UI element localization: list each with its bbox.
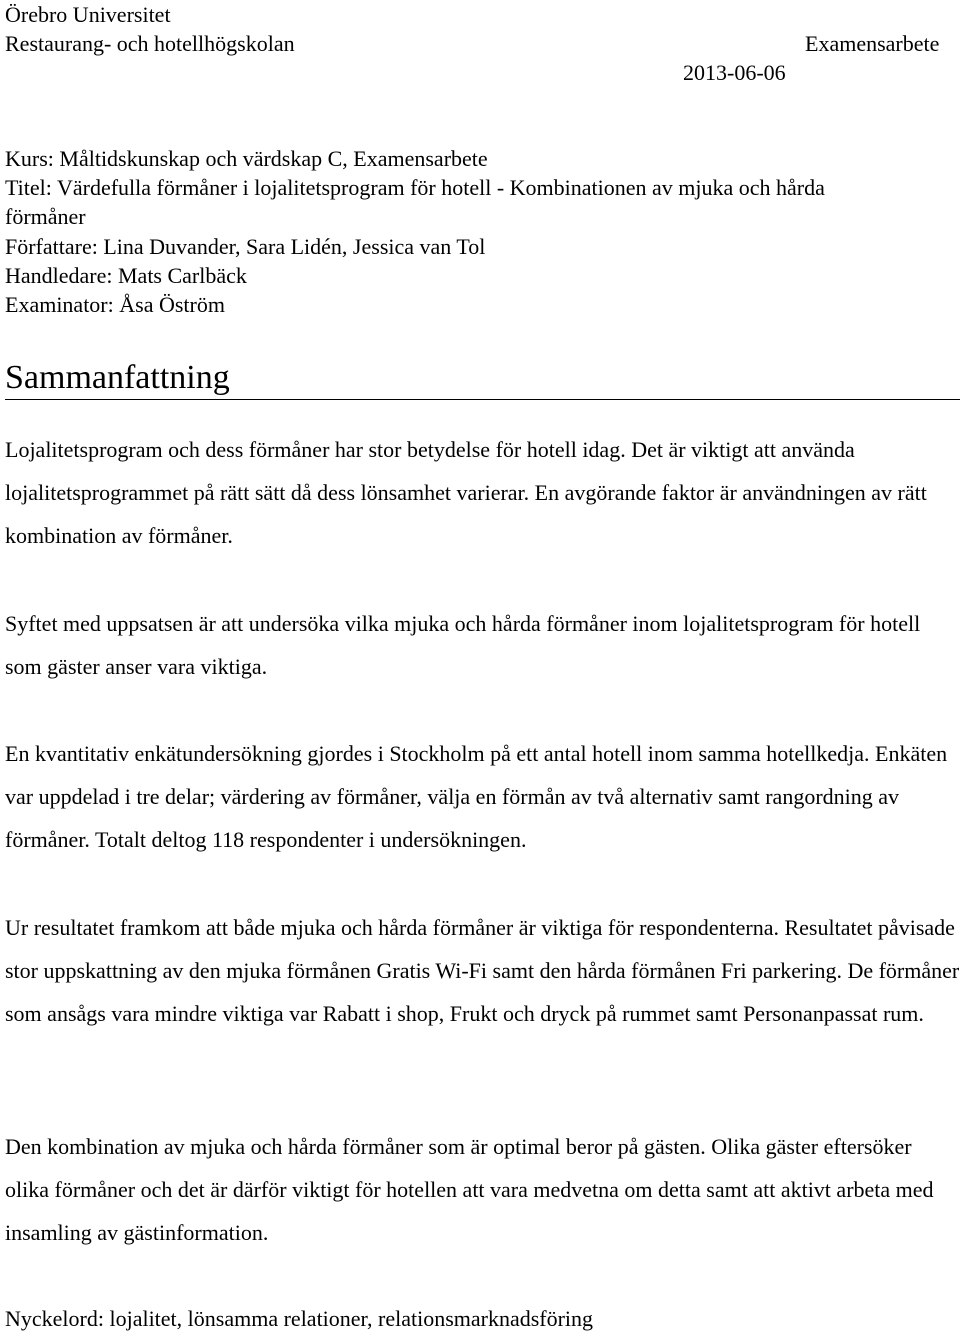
title-line-1: Titel: Värdefulla förmåner i lojalitetsprogram för hotell - Kombinationen av mjuka och hårda — [5, 175, 825, 201]
document-type: Examensarbete — [805, 31, 940, 56]
summary-paragraph: Ur resultatet framkom att både mjuka och hårda förmåner är viktiga för respondenterna. Resultatet påvisade stor uppskattning av den mjuka förmånen Gratis Wi-Fi samt den hårda förmånen Fri parkering. De förmåner som ansågs vara mindre viktiga var Rabatt i shop, Frukt och dryck på rummet samt Personanpassat rum. — [5, 915, 960, 1027]
summary-heading: Sammanfattning — [5, 358, 960, 400]
university-name: Örebro Universitet — [5, 2, 171, 27]
summary-paragraph: Den kombination av mjuka och hårda förmåner som är optimal beror på gästen. Olika gäster eftersöker olika förmåner och det är därför viktigt för hotellen att vara medvetna om detta samt att aktivt arbeta med insamling av gästinformation. — [5, 1134, 934, 1246]
summary-paragraph: Lojalitetsprogram och dess förmåner har stor betydelse för hotell idag. Det är viktigt att använda lojalitetsprogrammet på rätt sätt då dess lönsamhet varierar. En avgörande faktor är användningen av rätt kombination av förmåner. — [5, 437, 927, 549]
school-name: Restaurang- och hotellhögskolan — [5, 31, 295, 56]
page-header — [5, 0, 955, 58]
supervisor-line: Handledare: Mats Carlbäck — [5, 262, 247, 288]
thesis-info — [5, 144, 955, 319]
summary-paragraph: Syftet med uppsatsen är att undersöka vilka mjuka och hårda förmåner inom lojalitetsprogram för hotell som gäster anser vara viktiga. — [5, 611, 921, 680]
keywords-line: Nyckelord: lojalitet, lönsamma relationer, relationsmarknadsföring — [5, 1306, 594, 1331]
examiner-line: Examinator: Åsa Öström — [5, 292, 225, 318]
title-line-2: förmåner — [5, 204, 86, 230]
course-line: Kurs: Måltidskunskap och värdskap C, Examensarbete — [5, 146, 488, 171]
summary-paragraph: En kvantitativ enkätundersökning gjordes i Stockholm på ett antal hotell inom samma hotellkedja. Enkäten var uppdelad i tre delar; värdering av förmåner, välja en förmån av två alternativ samt rangordning av förmåner. Totalt deltog 118 respondenter i undersökningen. — [5, 741, 948, 853]
document-date: 2013-06-06 — [683, 60, 786, 85]
authors-line: Författare: Lina Duvander, Sara Lidén, Jessica van Tol — [5, 233, 486, 259]
